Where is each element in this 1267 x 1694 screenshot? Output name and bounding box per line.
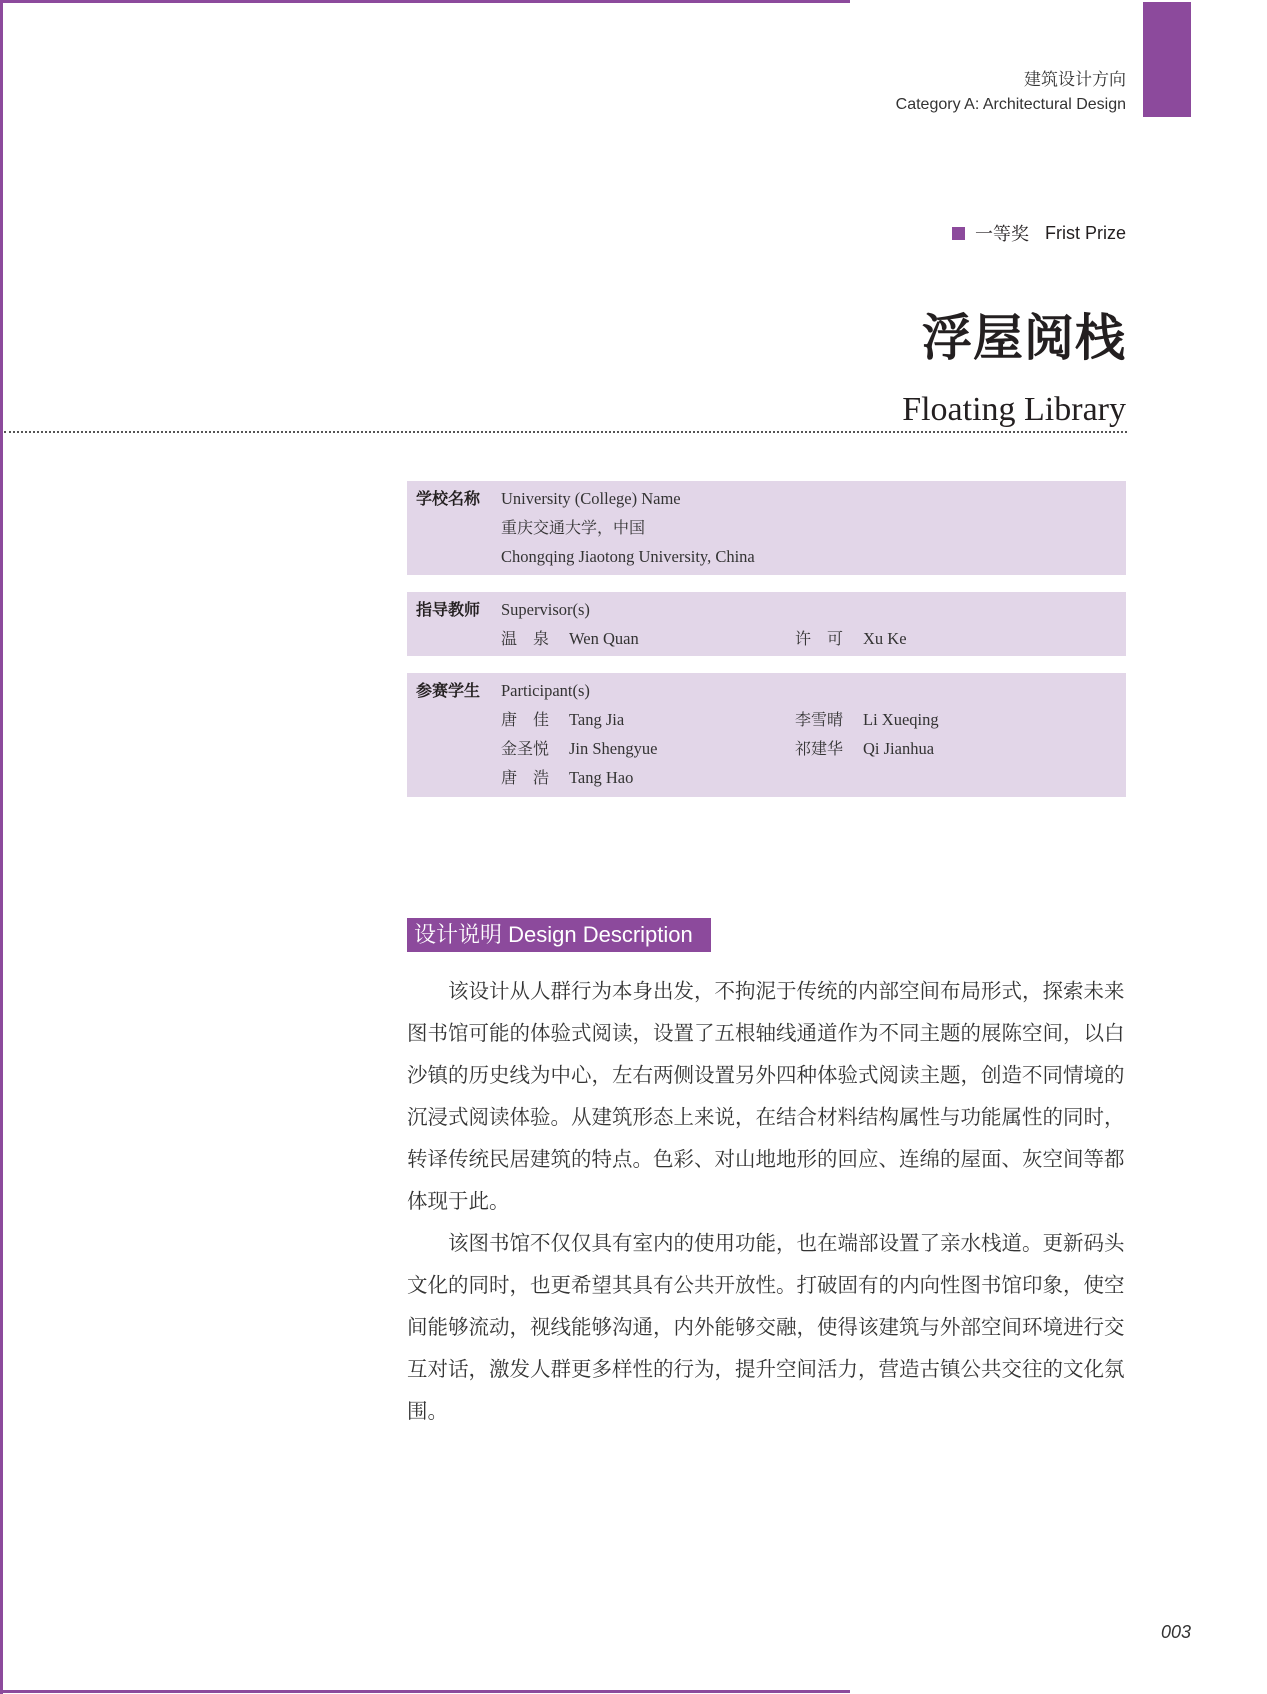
page-border-left — [0, 0, 3, 1694]
supervisor-info-box — [407, 592, 1126, 656]
section-tab — [1143, 2, 1191, 117]
supervisor-label: 指导教师 — [416, 600, 481, 619]
prize-zh: 一等奖 — [975, 224, 1029, 244]
school-name-zh: 重庆交通大学，中国 — [501, 518, 646, 537]
participant-heading: Participant(s) — [501, 681, 590, 700]
supervisor-heading: Supervisor(s) — [501, 600, 590, 619]
participant-item: 李雪晴 Li Xueqing — [795, 710, 939, 729]
description-paragraph: 该图书馆不仅仅具有室内的使用功能，也在端部设置了亲水栈道。更新码头文化的同时，也更希望其具有公共开放性。打破固有的内向性图书馆印象，使空间能够流动，视线能够沟通，内外能够交融，使得该建筑与外部空间环境进行交互对话，激发人群更多样性的行为，提升空间活力，营造古镇公共交往的文化氛围。 — [407, 1231, 1125, 1423]
school-info-box — [407, 481, 1126, 575]
participant-info-box — [407, 673, 1126, 797]
design-description-body — [407, 970, 1127, 1432]
page-number: 003 — [1161, 1622, 1192, 1642]
category-header — [896, 67, 1126, 117]
project-title-zh: 浮屋阅栈 — [922, 308, 1126, 367]
participant-item: 金圣悦 Jin Shengyue — [501, 739, 658, 758]
project-title-en: Floating Library — [902, 391, 1126, 428]
category-en: Category A: Architectural Design — [895, 96, 1126, 113]
participant-item: 唐 浩 Tang Hao — [501, 768, 634, 787]
school-label: 学校名称 — [416, 489, 481, 508]
dotted-divider — [4, 431, 1127, 433]
prize-en: Frist Prize — [1045, 222, 1126, 243]
prize-label — [952, 220, 1126, 246]
participant-label: 参赛学生 — [416, 681, 481, 700]
category-zh: 建筑设计方向 — [1024, 70, 1126, 89]
school-name-en: Chongqing Jiaotong University, China — [501, 547, 755, 566]
supervisor-item: 温 泉 Wen Quan — [501, 629, 639, 648]
school-heading: University (College) Name — [501, 489, 681, 508]
participant-item: 祁建华 Qi Jianhua — [795, 739, 935, 758]
participant-item: 唐 佳 Tang Jia — [501, 710, 625, 729]
supervisor-item: 许 可 Xu Ke — [795, 629, 907, 648]
design-description-heading: 设计说明 Design Description — [407, 918, 711, 952]
square-bullet-icon — [952, 227, 965, 240]
page-border-bottom — [0, 1690, 850, 1693]
page-border-top — [0, 0, 850, 3]
description-paragraph: 该设计从人群行为本身出发，不拘泥于传统的内部空间布局形式，探索未来图书馆可能的体验式阅读，设置了五根轴线通道作为不同主题的展陈空间，以白沙镇的历史线为中心，左右两侧设置另外四种体验式阅读主题，创造不同情境的沉浸式阅读体验。从建筑形态上来说，在结合材料结构属性与功能属性的同时，转译传统民居建筑的特点。色彩、对山地地形的回应、连绵的屋面、灰空间等都体现于此。 — [407, 979, 1125, 1213]
